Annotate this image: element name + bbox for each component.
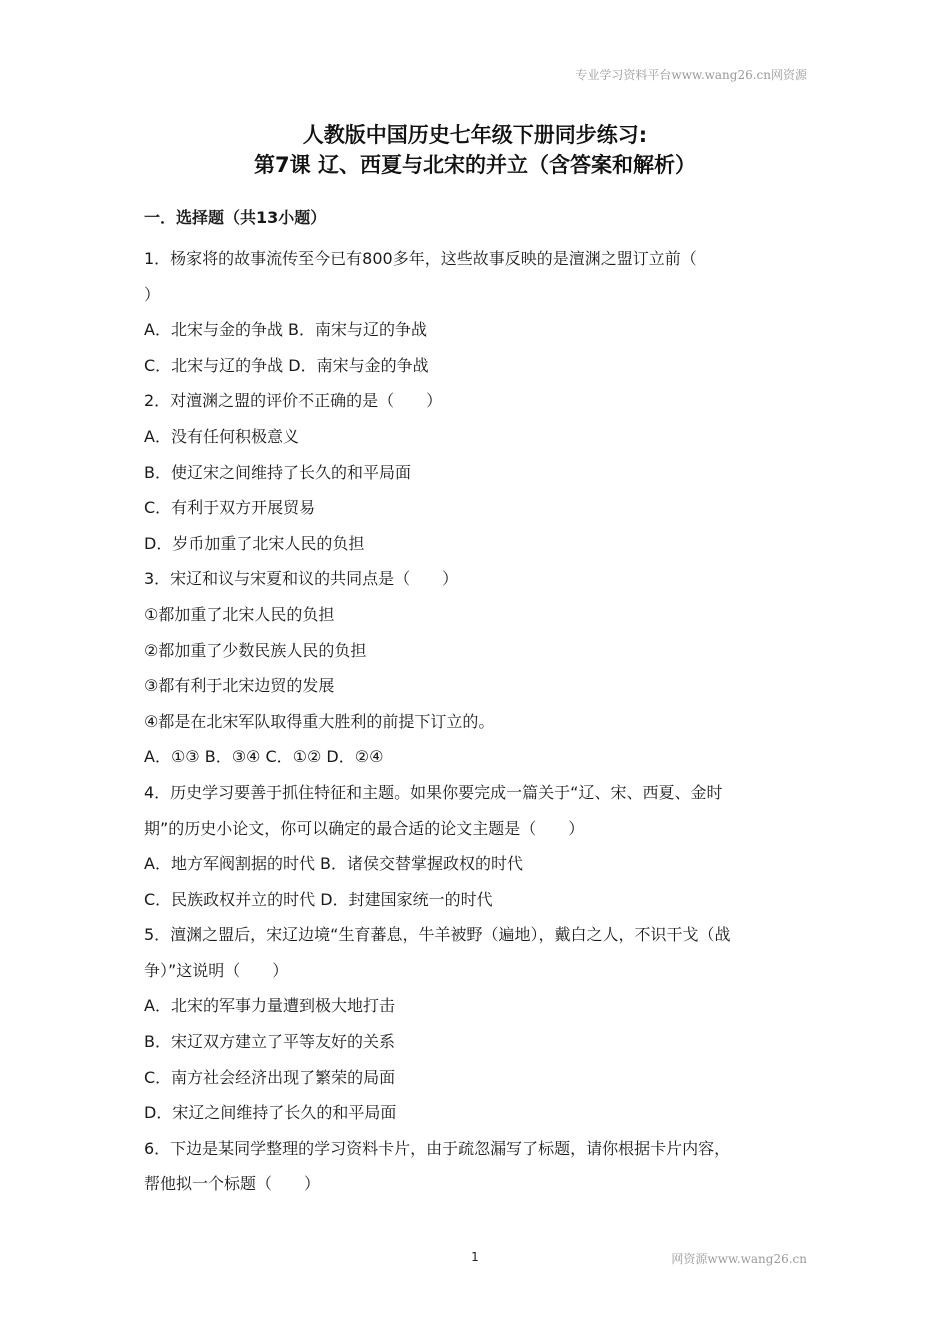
option-line: A．北宋的军事力量遭到极大地打击 bbox=[144, 996, 395, 1016]
document-title bbox=[0, 120, 950, 180]
option-line: C．民族政权并立的时代 D．封建国家统一的时代 bbox=[144, 889, 493, 909]
question-line: 期”的历史小论文，你可以确定的最合适的论文主题是（ ） bbox=[144, 818, 585, 838]
section-heading: 一．选择题（共13小题） bbox=[144, 208, 327, 227]
option-line: A．没有任何积极意义 bbox=[144, 426, 299, 446]
option-line: A．地方军阀割据的时代 B．诸侯交替掌握政权的时代 bbox=[144, 854, 524, 874]
option-line: C．北宋与辽的争战 D．南宋与金的争战 bbox=[144, 355, 429, 375]
statement-line: ②都加重了少数民族人民的负担 bbox=[144, 640, 367, 660]
statement-line: ③都有利于北宋边贸的发展 bbox=[144, 676, 335, 696]
option-line: B．使辽宋之间维持了长久的和平局面 bbox=[144, 462, 411, 482]
option-line: C．有利于双方开展贸易 bbox=[144, 498, 316, 518]
header-watermark: 专业学习资料平台www.wang26.cn网资源 bbox=[575, 68, 807, 82]
question-line: 3．宋辽和议与宋夏和议的共同点是（ ） bbox=[144, 569, 459, 589]
title-line-2: 第7课 辽、西夏与北宋的并立（含答案和解析） bbox=[254, 153, 696, 177]
question-line: 6．下边是某同学整理的学习资料卡片，由于疏忽漏写了标题，请你根据卡片内容， bbox=[144, 1138, 731, 1158]
option-line: D．宋辽之间维持了长久的和平局面 bbox=[144, 1103, 397, 1123]
option-line: A．北宋与金的争战 B．南宋与辽的争战 bbox=[144, 320, 428, 340]
title-line-1: 人教版中国历史七年级下册同步练习: bbox=[302, 123, 648, 147]
question-line: 1．杨家将的故事流传至今已有800多年，这些故事反映的是澶渊之盟订立前（ bbox=[144, 249, 697, 268]
option-line: B．宋辽双方建立了平等友好的关系 bbox=[144, 1032, 395, 1052]
question-line: 2．对澶渊之盟的评价不正确的是（ ） bbox=[144, 391, 443, 411]
page-number: 1 bbox=[471, 1250, 479, 1264]
option-line: C．南方社会经济出现了繁荣的局面 bbox=[144, 1067, 396, 1087]
question-line: ） bbox=[144, 284, 161, 304]
question-line: 争）”这说明（ ） bbox=[144, 960, 289, 980]
question-line: 帮他拟一个标题（ ） bbox=[144, 1174, 321, 1194]
footer-watermark: 网资源www.wang26.cn bbox=[671, 1252, 807, 1266]
option-line: D．岁币加重了北宋人民的负担 bbox=[144, 533, 365, 553]
statement-line: ④都是在北宋军队取得重大胜利的前提下订立的。 bbox=[144, 711, 495, 731]
question-line: 5．澶渊之盟后，宋辽边境“生育蕃息，牛羊被野（遍地），戴白之人，不识干戈（战 bbox=[144, 925, 731, 945]
document-body bbox=[144, 205, 824, 1202]
question-line: 4．历史学习要善于抓住特征和主题。如果你要完成一篇关于“辽、宋、西夏、金时 bbox=[144, 782, 723, 802]
option-line: A．①③ B．③④ C．①② D．②④ bbox=[144, 747, 384, 767]
statement-line: ①都加重了北宋人民的负担 bbox=[144, 604, 335, 624]
